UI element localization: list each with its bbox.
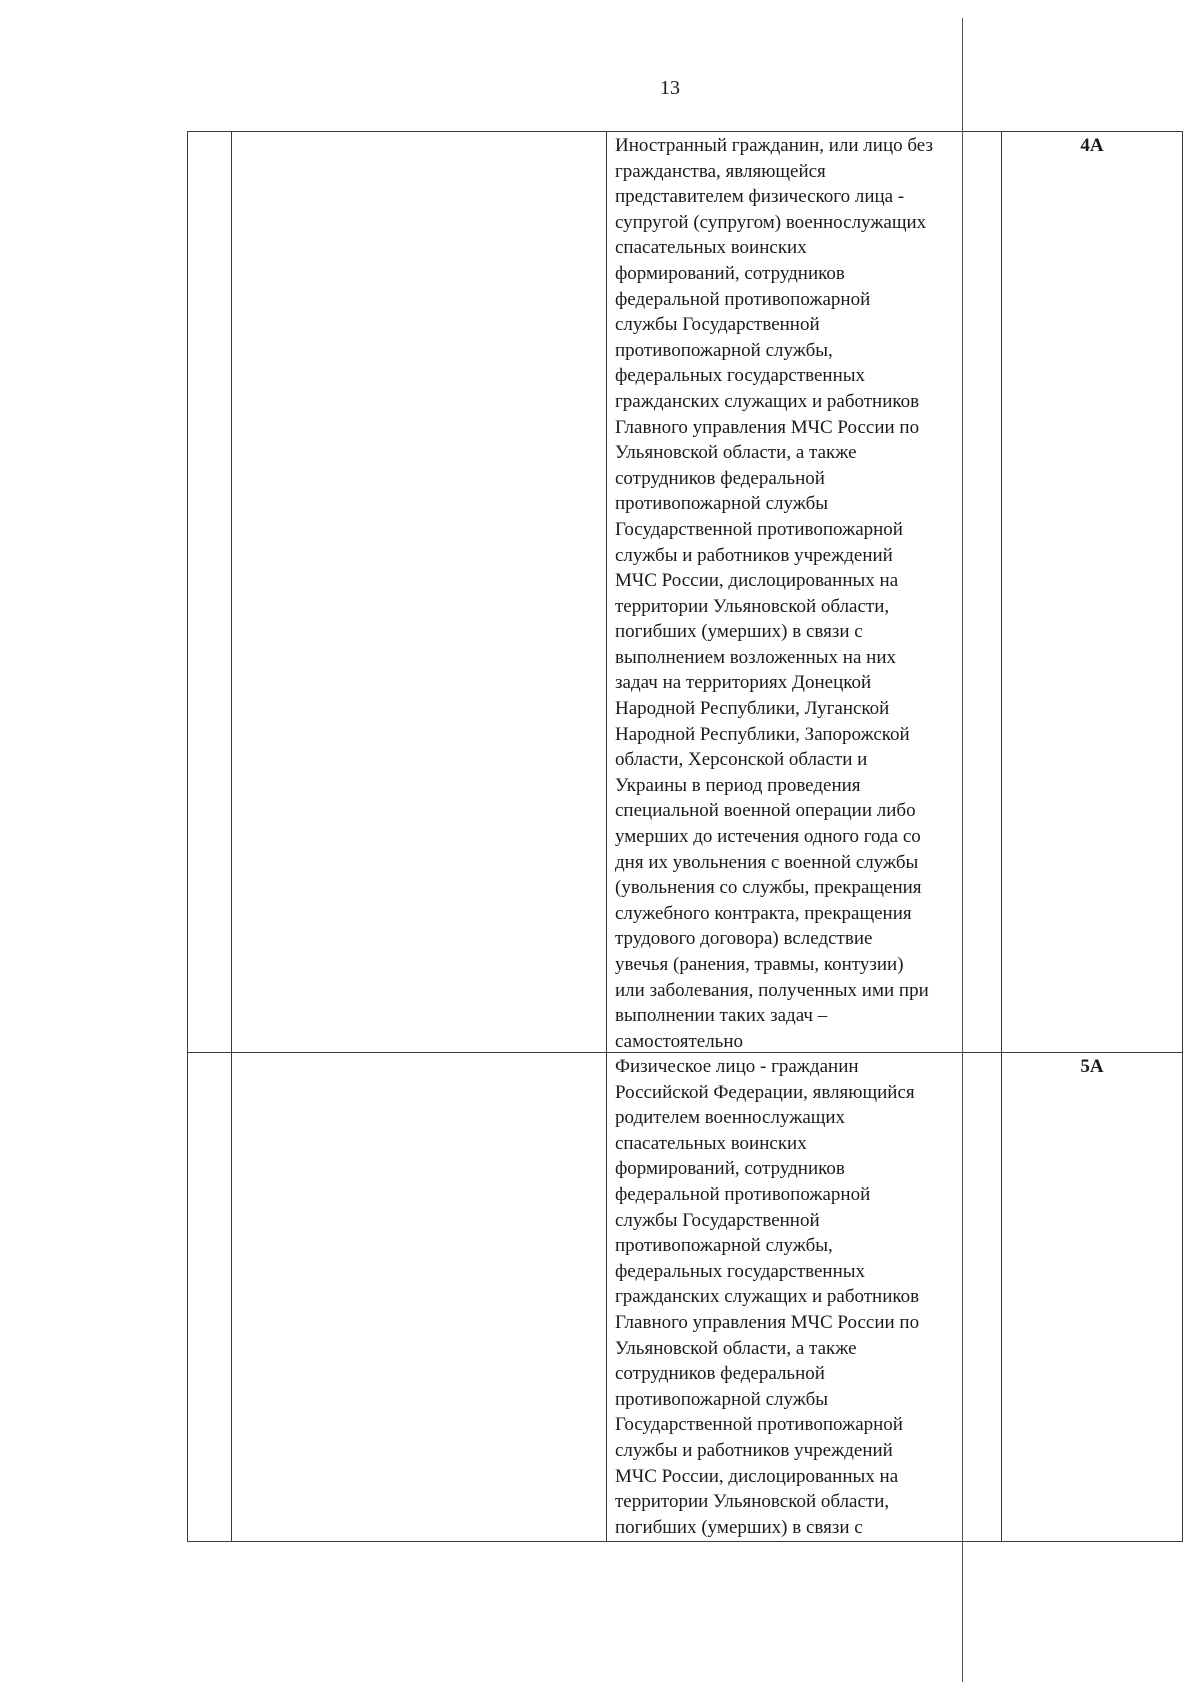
text-line: Ульяновской области, а также: [615, 442, 857, 464]
text-line: спасательных воинских: [615, 237, 807, 259]
text-line: области, Херсонской области и: [615, 749, 868, 771]
text-line: противопожарной службы,: [615, 1235, 833, 1257]
text-line: Главного управления МЧС России по: [615, 1311, 920, 1333]
table-row: [188, 1053, 1183, 1542]
text-line: гражданства, являющейся: [615, 160, 826, 182]
text-line: Государственной противопожарной: [615, 1414, 903, 1436]
text-line: представителем физического лица -: [615, 186, 905, 208]
text-line: самостоятельно: [615, 1030, 744, 1052]
text-line: погибших (умерших) в связи с: [615, 621, 863, 643]
text-line: Ульяновской области, а также: [615, 1337, 857, 1359]
description-text: [607, 1053, 1001, 1541]
table-cell-number: [188, 132, 232, 1053]
text-line: службы и работников учреждений: [615, 1439, 893, 1461]
text-line: Народной Республики, Луганской: [615, 698, 890, 720]
text-line: федеральных государственных: [615, 365, 866, 387]
text-line: службы и работников учреждений: [615, 544, 893, 566]
text-line: супругой (супругом) военнослужащих: [615, 211, 927, 233]
table-cell-code: [1002, 132, 1183, 1053]
text-line: сотрудников федеральной: [615, 467, 825, 489]
text-line: Российской Федерации, являющийся: [615, 1081, 915, 1103]
text-line: погибших (умерших) в связи с: [615, 1516, 863, 1538]
text-line: выполнением возложенных на них: [615, 646, 896, 668]
text-line: спасательных воинских: [615, 1132, 807, 1154]
text-line: противопожарной службы,: [615, 339, 833, 361]
table-cell-description: [607, 132, 1002, 1053]
row-code: 5А: [1080, 1056, 1104, 1077]
text-line: трудового договора) вследствие: [615, 928, 873, 950]
table-cell-number: [188, 1053, 232, 1542]
text-line: территории Ульяновской области,: [615, 595, 890, 617]
page-number: 13: [660, 77, 680, 99]
text-line: Физическое лицо - гражданин: [615, 1056, 859, 1077]
description-text: [607, 132, 1001, 1052]
table-cell-empty: [232, 1053, 607, 1542]
text-line: службы Государственной: [615, 314, 820, 336]
text-line: сотрудников федеральной: [615, 1363, 825, 1385]
text-line: территории Ульяновской области,: [615, 1491, 890, 1513]
text-line: федеральной противопожарной: [615, 1183, 871, 1205]
text-line: умерших до истечения одного года со: [615, 826, 921, 848]
text-line: МЧС России, дислоцированных на: [615, 570, 899, 592]
text-line: или заболевания, полученных ими при: [615, 979, 929, 1001]
text-line: задач на территориях Донецкой: [615, 672, 872, 694]
text-line: специальной военной операции либо: [615, 800, 916, 822]
text-line: Государственной противопожарной: [615, 518, 903, 540]
row-code: 4А: [1080, 135, 1104, 156]
text-line: дня их увольнения с военной службы: [615, 851, 919, 873]
scan-fold-line: [962, 18, 963, 1682]
text-line: Украины в период проведения: [615, 774, 861, 796]
text-line: родителем военнослужащих: [615, 1107, 846, 1129]
text-line: формирований, сотрудников: [615, 1158, 845, 1180]
text-line: федеральных государственных: [615, 1260, 866, 1282]
text-line: МЧС России, дислоцированных на: [615, 1465, 899, 1487]
text-line: Главного управления МЧС России по: [615, 416, 920, 438]
text-line: служебного контракта, прекращения: [615, 902, 912, 924]
table-cell-code: [1002, 1053, 1183, 1542]
text-line: Народной Республики, Запорожской: [615, 723, 910, 745]
text-line: Иностранный гражданин, или лицо без: [615, 135, 933, 156]
text-line: гражданских служащих и работников: [615, 1286, 920, 1308]
text-line: противопожарной службы: [615, 493, 829, 515]
table-cell-description: [607, 1053, 1002, 1542]
document-table: [187, 131, 1183, 1542]
text-line: выполнении таких задач –: [615, 1005, 828, 1027]
text-line: формирований, сотрудников: [615, 262, 845, 284]
text-line: противопожарной службы: [615, 1388, 829, 1410]
table-row: [188, 132, 1183, 1053]
table-cell-empty: [232, 132, 607, 1053]
text-line: увечья (ранения, травмы, контузии): [615, 954, 904, 975]
text-line: службы Государственной: [615, 1209, 820, 1231]
text-line: (увольнения со службы, прекращения: [615, 877, 922, 899]
text-line: федеральной противопожарной: [615, 288, 871, 310]
text-line: гражданских служащих и работников: [615, 390, 920, 412]
